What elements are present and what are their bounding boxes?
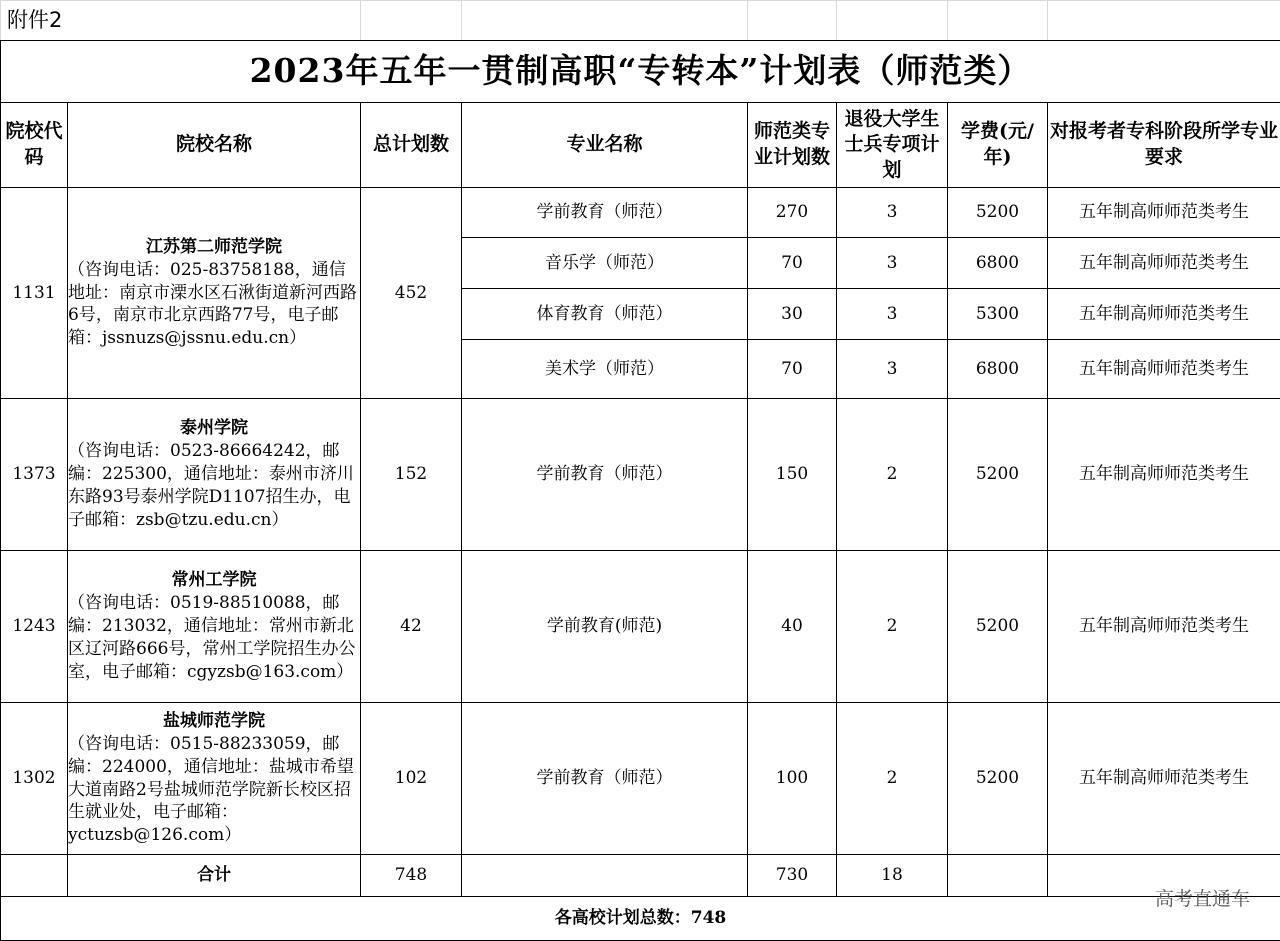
major-name: 学前教育（师范） bbox=[462, 188, 748, 238]
school-name: 常州工学院 bbox=[68, 569, 360, 592]
table-row bbox=[1, 399, 1280, 551]
grand-total: 各高校计划总数：748 bbox=[1, 897, 1280, 941]
major-name: 音乐学（师范） bbox=[462, 238, 748, 289]
attachment-label: 附件2 bbox=[1, 1, 361, 41]
school-code: 1131 bbox=[1, 188, 68, 399]
major-plan: 30 bbox=[748, 289, 837, 340]
header-major: 专业名称 bbox=[462, 103, 748, 188]
empty-cell bbox=[1048, 1, 1280, 41]
school-info bbox=[68, 551, 361, 703]
major-plan: 100 bbox=[748, 703, 837, 855]
major-veteran: 3 bbox=[837, 289, 948, 340]
school-code: 1243 bbox=[1, 551, 68, 703]
major-plan: 70 bbox=[748, 238, 837, 289]
empty-cell bbox=[948, 855, 1048, 897]
header-requirement: 对报考者专科阶段所学专业要求 bbox=[1048, 103, 1280, 188]
major-plan: 270 bbox=[748, 188, 837, 238]
major-name: 体育教育（师范） bbox=[462, 289, 748, 340]
school-detail: （咨询电话：0523-86664242，邮编：225300，通信地址：泰州市济川东路93号泰州学院D1107招生办，电子邮箱：zsb@tzu.edu.cn） bbox=[68, 440, 360, 532]
attachment-row bbox=[1, 1, 1280, 41]
table-row bbox=[1, 703, 1280, 855]
school-total: 42 bbox=[361, 551, 462, 703]
summary-total: 748 bbox=[361, 855, 462, 897]
empty-cell bbox=[748, 1, 837, 41]
summary-row bbox=[1, 855, 1280, 897]
school-info bbox=[68, 188, 361, 399]
school-info bbox=[68, 399, 361, 551]
empty-cell bbox=[837, 1, 948, 41]
school-name: 盐城师范学院 bbox=[68, 710, 360, 733]
major-veteran: 3 bbox=[837, 238, 948, 289]
school-name: 泰州学院 bbox=[68, 417, 360, 440]
header-tuition: 学费(元/年) bbox=[948, 103, 1048, 188]
school-detail: （咨询电话：0515-88233059，邮编：224000，通信地址：盐城市希望大道南路2号盐城师范学院新长校区招生就业处，电子邮箱：yctuzsb@126.com） bbox=[68, 733, 360, 848]
major-tuition: 5200 bbox=[948, 551, 1048, 703]
major-plan: 150 bbox=[748, 399, 837, 551]
major-tuition: 5200 bbox=[948, 188, 1048, 238]
major-name: 学前教育（师范） bbox=[462, 703, 748, 855]
major-name: 美术学（师范） bbox=[462, 340, 748, 399]
major-tuition: 6800 bbox=[948, 238, 1048, 289]
empty-cell bbox=[361, 1, 462, 41]
summary-veteran: 18 bbox=[837, 855, 948, 897]
major-plan: 40 bbox=[748, 551, 837, 703]
page-title: 2023年五年一贯制高职“专转本”计划表（师范类） bbox=[1, 41, 1280, 103]
title-row bbox=[1, 41, 1280, 103]
header-normal-plan: 师范类专业计划数 bbox=[748, 103, 837, 188]
major-name: 学前教育（师范） bbox=[462, 399, 748, 551]
major-tuition: 5300 bbox=[948, 289, 1048, 340]
empty-cell bbox=[462, 1, 748, 41]
major-plan: 70 bbox=[748, 340, 837, 399]
grand-total-row bbox=[1, 897, 1280, 941]
major-tuition: 5200 bbox=[948, 703, 1048, 855]
school-total: 452 bbox=[361, 188, 462, 399]
summary-normal: 730 bbox=[748, 855, 837, 897]
major-veteran: 2 bbox=[837, 399, 948, 551]
empty-cell bbox=[462, 855, 748, 897]
major-requirement: 五年制高师师范类考生 bbox=[1048, 238, 1280, 289]
table-row bbox=[1, 551, 1280, 703]
major-tuition: 5200 bbox=[948, 399, 1048, 551]
empty-cell bbox=[948, 1, 1048, 41]
school-code: 1373 bbox=[1, 399, 68, 551]
major-requirement: 五年制高师师范类考生 bbox=[1048, 289, 1280, 340]
school-name: 江苏第二师范学院 bbox=[68, 236, 360, 259]
major-requirement: 五年制高师师范类考生 bbox=[1048, 188, 1280, 238]
major-veteran: 3 bbox=[837, 188, 948, 238]
table-row bbox=[1, 188, 1280, 238]
school-info bbox=[68, 703, 361, 855]
major-veteran: 2 bbox=[837, 703, 948, 855]
major-veteran: 2 bbox=[837, 551, 948, 703]
school-detail: （咨询电话：0519-88510088，邮编：213032，通信地址：常州市新北区辽河路666号，常州工学院招生办公室，电子邮箱：cgyzsb@163.com） bbox=[68, 592, 360, 684]
header-veteran-plan: 退役大学生士兵专项计划 bbox=[837, 103, 948, 188]
header-total-plan: 总计划数 bbox=[361, 103, 462, 188]
major-name: 学前教育(师范) bbox=[462, 551, 748, 703]
school-code: 1302 bbox=[1, 703, 68, 855]
watermark: 高考直通车 bbox=[1155, 884, 1250, 911]
major-requirement: 五年制高师师范类考生 bbox=[1048, 340, 1280, 399]
header-school: 院校名称 bbox=[68, 103, 361, 188]
summary-label: 合计 bbox=[68, 855, 361, 897]
major-tuition: 6800 bbox=[948, 340, 1048, 399]
school-total: 152 bbox=[361, 399, 462, 551]
empty-cell bbox=[1, 855, 68, 897]
school-detail: （咨询电话：025-83758188，通信地址：南京市溧水区石湫街道新河西路6号，南京市北京西路77号，电子邮箱：jssnuzs@jssnu.edu.cn） bbox=[68, 259, 360, 351]
school-total: 102 bbox=[361, 703, 462, 855]
major-veteran: 3 bbox=[837, 340, 948, 399]
header-code: 院校代码 bbox=[1, 103, 68, 188]
major-requirement: 五年制高师师范类考生 bbox=[1048, 551, 1280, 703]
major-requirement: 五年制高师师范类考生 bbox=[1048, 703, 1280, 855]
header-row bbox=[1, 103, 1280, 188]
major-requirement: 五年制高师师范类考生 bbox=[1048, 399, 1280, 551]
